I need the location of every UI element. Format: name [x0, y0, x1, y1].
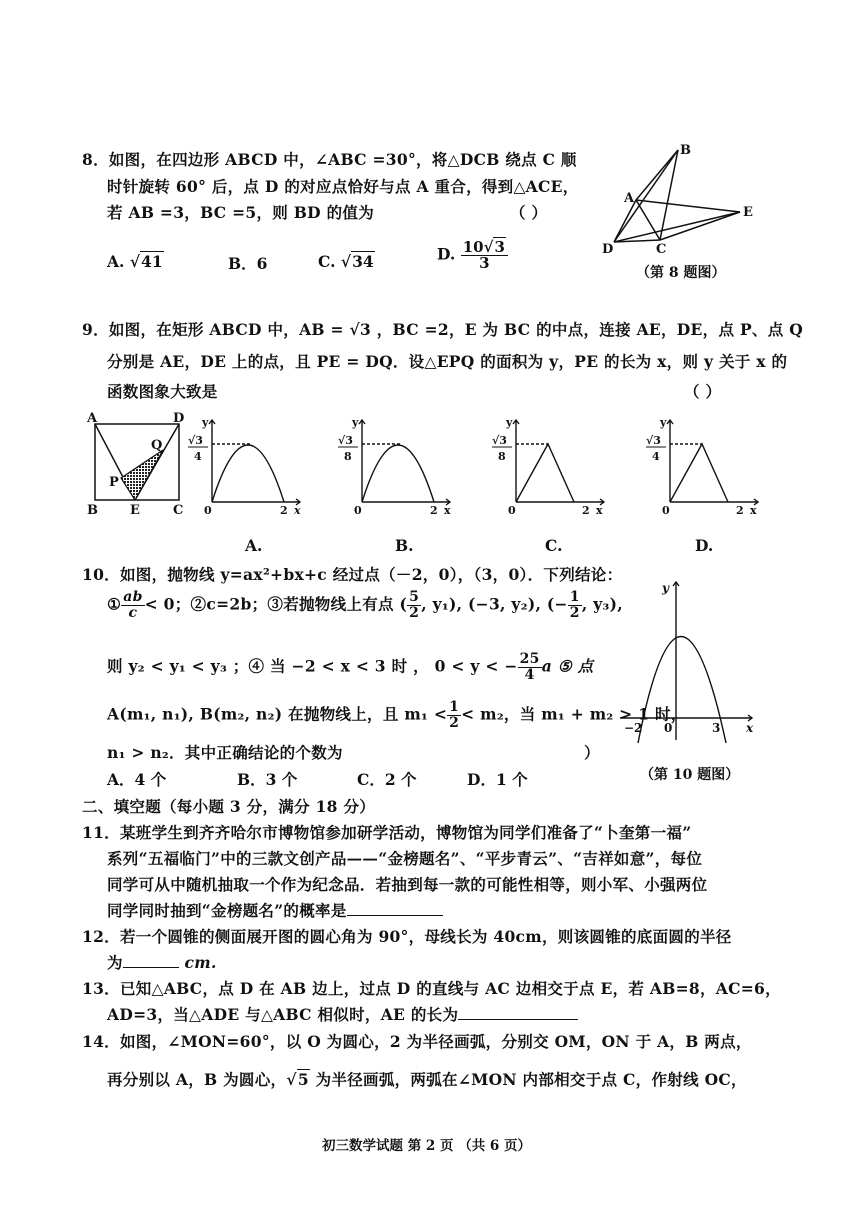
q9-graph-a-x-axis: x — [294, 504, 301, 517]
q10-line1: 10．如图，抛物线 y=ax²+bx+c 经过点（－2，0），（3，0）．下列结论： — [82, 565, 623, 584]
q9-graph-c-origin: 0 — [508, 504, 516, 517]
q10-fig-y: y — [662, 581, 669, 595]
q14-line1: 14．如图，∠MON=60°，以 O 为圆心，2 为半径画弧，分别交 OM，ON 于 A，B 两点， — [82, 1032, 752, 1051]
q8-option-c-label: C. — [318, 252, 336, 271]
q8-option-a-label: A. — [107, 252, 125, 271]
q9-graph-a-label: A. — [245, 536, 263, 555]
q9-answer-paren: （ ） — [684, 382, 722, 401]
q10-line4: A(m₁, n₁), B(m₂, n₂) 在抛物线上，且 m₁ < $\frac{1}{2}$ < m₂，当 m₁ + m₂ > 1 时， — [107, 699, 687, 731]
q10-frac-1-2b: $\frac{1}{2}$ — [449, 699, 460, 731]
q9-rectangle-figure — [85, 412, 190, 517]
q9-label-C: C — [173, 503, 184, 518]
q9-graph-b-label: B. — [395, 536, 414, 555]
q10-option-c: C．2 个 — [357, 770, 417, 789]
q9-line3: 函数图象大致是 — [107, 382, 218, 401]
q8-option-c-radicand: 34 — [352, 252, 374, 271]
q9-label-E: E — [130, 503, 140, 518]
q10-option-b: B．3 个 — [237, 770, 298, 789]
q9-graph-c-x-axis: x — [596, 504, 603, 517]
q8-label-D: D — [602, 242, 614, 257]
q10-fig-x: x — [746, 721, 754, 735]
q11-line1: 11．某班学生到齐齐哈尔市博物馆参加研学活动，博物馆为同学们准备了“卜奎第一福” — [82, 823, 692, 842]
q10-option-a: A．4 个 — [107, 770, 167, 789]
section2-title: 二、填空题（每小题 3 分，满分 18 分） — [82, 797, 376, 816]
q12-line1: 12．若一个圆锥的侧面展开图的圆心角为 90°，母线长为 40cm，则该圆锥的底面圆的半径 — [82, 927, 732, 946]
q12-answer-blank[interactable] — [123, 967, 179, 968]
q13-answer-blank[interactable] — [458, 1019, 578, 1020]
q10-frac-1-2: $\frac{1}{2}$ — [569, 589, 580, 621]
q10-line5: n₁ > n₂．其中正确结论的个数为 — [107, 743, 343, 762]
q9-graph-c-y-den: 8 — [498, 450, 506, 463]
q8-figure-caption: （第 8 题图） — [636, 265, 726, 281]
q10-option-d: D．1 个 — [467, 770, 528, 789]
q9-graph-c-x-end: 2 — [582, 504, 590, 517]
q8-label-B: B — [680, 143, 691, 158]
q12-line2: 为 cm. — [107, 953, 217, 972]
q9-graph-d-y-den: 4 — [652, 450, 660, 463]
q10-fig-neg2: −2 — [624, 721, 643, 735]
q9-label-A: A — [87, 411, 98, 426]
q11-line4: 同学同时抽到“金榜题名”的概率是 — [107, 899, 443, 921]
page-footer: 初三数学试题 第 2 页 （共 6 页） — [322, 1138, 531, 1154]
q9-label-B: B — [87, 503, 98, 518]
q8-option-d-fraction: $\frac{10√3}{3}$ — [461, 240, 508, 271]
q9-graph-d-origin: 0 — [662, 504, 670, 517]
q9-label-Q: Q — [151, 438, 163, 453]
q8-option-a: A. √41 — [107, 252, 163, 271]
q9-graph-d-label: D. — [695, 536, 714, 555]
q8-line3: 若 AB =3，BC =5，则 BD 的值为 — [107, 203, 375, 222]
q10-fig-zero: 0 — [664, 721, 673, 735]
q9-graph-c — [494, 414, 614, 524]
q9-graph-d-y-axis: y — [660, 416, 667, 429]
q9-graph-c-y-num: √3 — [492, 434, 507, 447]
q8-option-d — [437, 240, 508, 271]
q9-graph-a-y-axis: y — [202, 416, 209, 429]
q9-graph-b-origin: 0 — [354, 504, 362, 517]
q10-parabola-figure — [618, 578, 758, 748]
q8-label-A: A — [624, 191, 635, 206]
q8-figure — [600, 140, 760, 270]
q9-label-P: P — [109, 475, 119, 490]
q8-label-E: E — [743, 205, 753, 220]
q9-graph-b-y-axis: y — [352, 416, 359, 429]
q11-line2: 系列“五福临门”中的三款文创产品——“金榜题名”、“平步青云”、“吉祥如意”，每位 — [107, 849, 703, 868]
q10-line3: 则 y₂ < y₁ < y₃ ；④ 当 −2 < x < 3 时 ， 0 < y < − $\frac{25}{4}$ a ⑤ 点 — [107, 651, 594, 683]
q10-line2: ① $\frac{ab}{c}$ < 0；②c=2b；③若抛物线上有点 ( $\frac{5}{2}$ , y₁), (−3, y₂), (− $\frac{1}{2}$ , y₃), — [107, 589, 623, 621]
q10-answer-paren: ） — [584, 743, 600, 762]
q9-graph-d — [648, 414, 768, 524]
q9-graph-b-x-axis: x — [444, 504, 451, 517]
q10-frac-25-4: $\frac{25}{4}$ — [519, 651, 540, 683]
q8-answer-paren: （ ） — [510, 203, 548, 222]
q11-line3: 同学可从中随机抽取一个作为纪念品．若抽到每一款的可能性相等，则小军、小强两位 — [107, 875, 708, 894]
q9-graph-b-y-num: √3 — [338, 434, 353, 447]
q13-line1: 13．已知△ABC，点 D 在 AB 边上，过点 D 的直线与 AC 边相交于点 E，若 AB=8，AC=6， — [82, 979, 781, 998]
q9-graph-b-y-den: 8 — [344, 450, 352, 463]
q9-graph-d-x-end: 2 — [736, 504, 744, 517]
q8-option-a-radicand: 41 — [141, 252, 163, 271]
q13-line2: AD=3，当△ADE 与△ABC 相似时，AE 的长为 — [107, 1003, 578, 1025]
q9-graph-a-x-end: 2 — [280, 504, 288, 517]
q9-graph-d-y-num: √3 — [646, 434, 661, 447]
q10-figure-caption: （第 10 题图） — [640, 767, 740, 783]
q9-graph-b-x-end: 2 — [430, 504, 438, 517]
q9-graph-a-y-den: 4 — [194, 450, 202, 463]
q10-frac-5-2: $\frac{5}{2}$ — [409, 589, 420, 621]
q9-graph-a — [190, 414, 310, 524]
q8-label-C: C — [656, 242, 667, 257]
q9-graph-c-label: C. — [545, 536, 563, 555]
q9-graph-c-y-axis: y — [506, 416, 513, 429]
q9-graph-a-y-num: √3 — [188, 434, 203, 447]
q9-line1: 9．如图，在矩形 ABCD 中，AB = √3 ，BC =2，E 为 BC 的中点，连接 AE，DE，点 P、点 Q — [82, 320, 804, 339]
q10-fig-three: 3 — [712, 721, 721, 735]
q9-graph-a-origin: 0 — [204, 504, 212, 517]
q8-option-d-label: D. — [437, 244, 456, 264]
q9-line2: 分别是 AE，DE 上的点，且 PE = DQ．设△EPQ 的面积为 y，PE 的长为 x，则 y 关于 x 的 — [107, 352, 788, 371]
q8-option-c: C. √34 — [318, 252, 374, 271]
q11-answer-blank[interactable] — [347, 915, 443, 916]
q8-option-b: B．6 — [228, 254, 268, 273]
q9-graph-d-x-axis: x — [750, 504, 757, 517]
q10-frac-ab-c: $\frac{ab}{c}$ — [123, 589, 143, 621]
q9-label-D: D — [173, 411, 185, 426]
q9-graph-b — [340, 414, 460, 524]
q14-line2: 再分别以 A，B 为圆心，√5 为半径画弧，两弧在∠MON 内部相交于点 C，作射线 OC， — [107, 1070, 747, 1089]
q8-line2: 时针旋转 60° 后，点 D 的对应点恰好与点 A 重合，得到△ACE， — [107, 177, 579, 196]
q8-line1: 8．如图，在四边形 ABCD 中，∠ABC =30°，将△DCB 绕点 C 顺 — [82, 150, 577, 169]
